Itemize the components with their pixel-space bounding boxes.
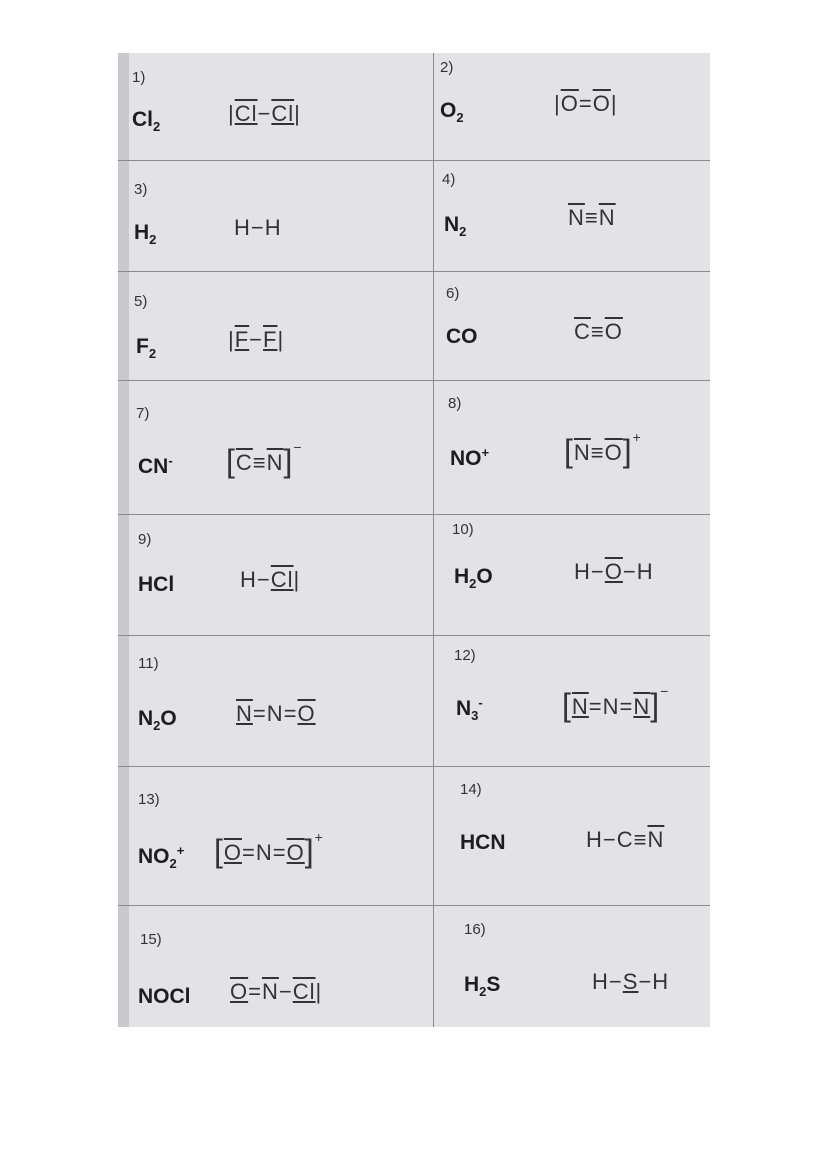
molecule-formula: HCl bbox=[138, 573, 175, 596]
molecule-formula: $O_2$ bbox=[440, 99, 464, 126]
item-number: 15) bbox=[140, 931, 162, 948]
molecule-formula: CN- bbox=[138, 453, 173, 478]
molecule-formula: HCN bbox=[460, 831, 506, 854]
lewis-structure: |F−F| bbox=[228, 327, 285, 352]
item-number: 11) bbox=[138, 655, 159, 672]
lewis-structure: $[\overline{N}\equiv\overline{O}]^+$ bbox=[564, 429, 642, 469]
molecule-formula: $H_2O$ bbox=[454, 565, 493, 592]
lewis-structure: $O=\overline{N}-Cl|$ bbox=[230, 979, 323, 1004]
row-divider bbox=[118, 766, 710, 767]
lewis-structure: H−H bbox=[234, 215, 282, 240]
lewis-structure: $[\overline{C}\equiv\overline{N}]^-$ bbox=[226, 439, 303, 479]
molecule-formula: $NO_2^+$ bbox=[138, 843, 185, 872]
lewis-structure: [N=N=N]− bbox=[562, 683, 670, 723]
molecule-formula: $N_2O$ bbox=[138, 707, 177, 734]
column-divider bbox=[433, 53, 434, 1027]
molecule-formula: $H_2$ bbox=[134, 221, 157, 248]
molecule-formula: NO+ bbox=[450, 445, 490, 470]
row-divider bbox=[118, 380, 710, 381]
lewis-structure: H−Cl| bbox=[240, 567, 301, 592]
worksheet-page bbox=[118, 53, 710, 1027]
item-number: 1) bbox=[132, 69, 146, 86]
item-number: 7) bbox=[136, 405, 150, 422]
row-divider bbox=[118, 635, 710, 636]
molecule-formula: $N_2$ bbox=[444, 213, 467, 240]
item-number: 16) bbox=[464, 921, 486, 938]
item-number: 13) bbox=[138, 791, 160, 808]
lewis-structure: |Cl−Cl| bbox=[228, 101, 301, 126]
item-number: 9) bbox=[138, 531, 152, 548]
item-number: 2) bbox=[440, 59, 454, 76]
lewis-structure: $\overline{C}\equiv\overline{O}$ bbox=[574, 319, 623, 344]
molecule-formula: NOCl bbox=[138, 985, 191, 1008]
row-divider bbox=[118, 514, 710, 515]
row-divider bbox=[118, 271, 710, 272]
row-divider bbox=[118, 905, 710, 906]
molecule-formula: $H_2S$ bbox=[464, 973, 501, 1000]
lewis-structure: [O=N=O]+ bbox=[214, 829, 324, 869]
lewis-structure: N=N=O bbox=[236, 701, 316, 726]
molecule-formula: CO bbox=[446, 325, 478, 348]
molecule-formula: $F_2$ bbox=[136, 335, 157, 362]
item-number: 10) bbox=[452, 521, 474, 538]
molecule-formula: $N_3^-$ bbox=[456, 695, 483, 724]
lewis-structure: H−O−H bbox=[574, 559, 654, 584]
item-number: 5) bbox=[134, 293, 148, 310]
item-number: 8) bbox=[448, 395, 462, 412]
item-number: 4) bbox=[442, 171, 456, 188]
molecule-formula: $Cl_2$ bbox=[132, 108, 161, 135]
item-number: 12) bbox=[454, 647, 476, 664]
row-divider bbox=[118, 160, 710, 161]
item-number: 6) bbox=[446, 285, 460, 302]
lewis-structure: H−S−H bbox=[592, 969, 670, 994]
lewis-structure: $\overline{N}\equiv\overline{N}$ bbox=[568, 205, 616, 230]
lewis-structure: $|\overline{O}=\overline{O}|$ bbox=[554, 91, 618, 116]
lewis-structure: $H-C\equiv\overline{N}$ bbox=[586, 827, 665, 852]
item-number: 14) bbox=[460, 781, 482, 798]
page-gutter-shadow bbox=[118, 53, 129, 1027]
item-number: 3) bbox=[134, 181, 148, 198]
